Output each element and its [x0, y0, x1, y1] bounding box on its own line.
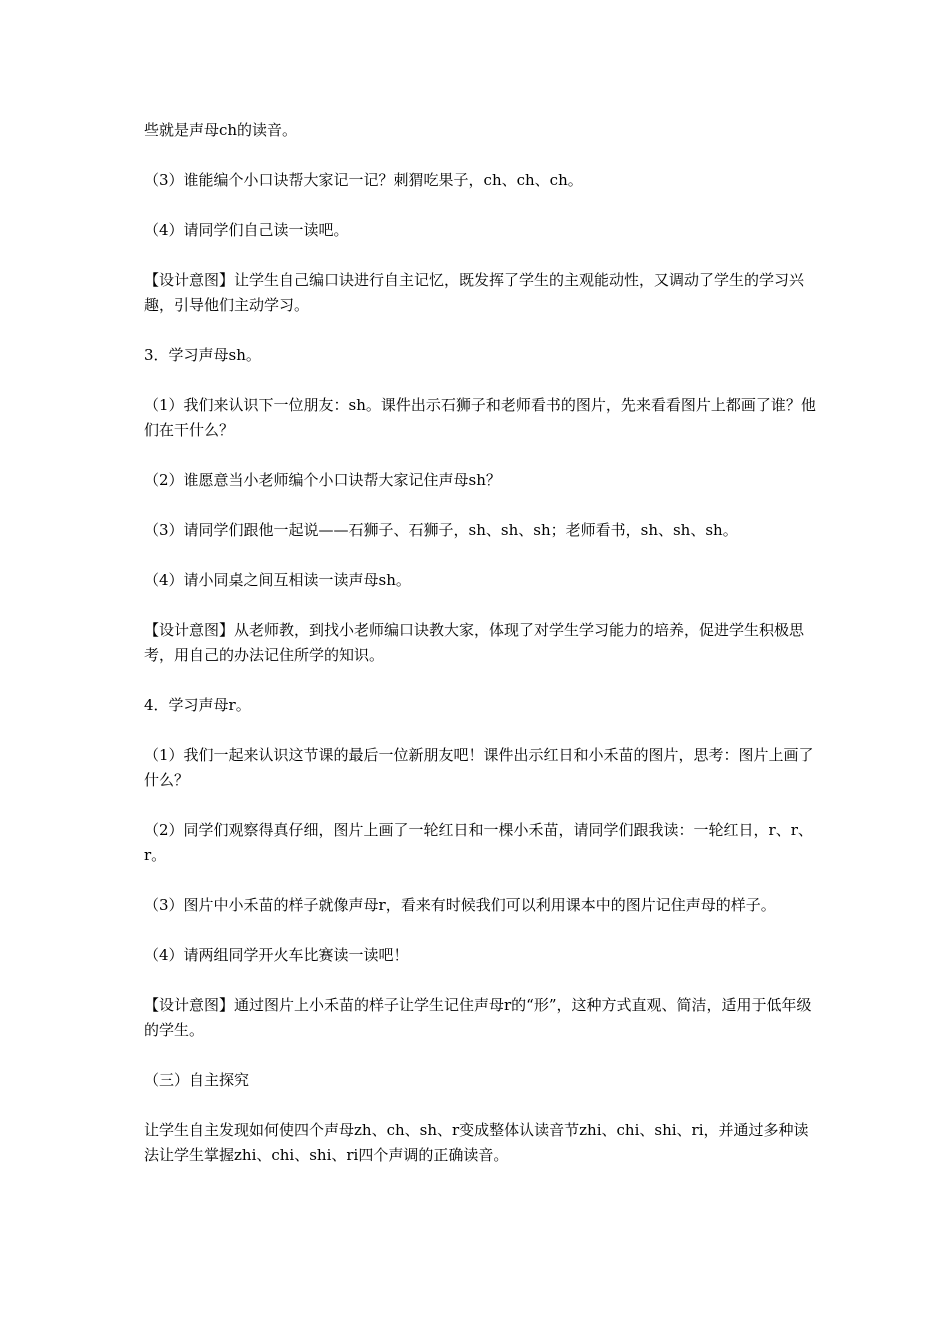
heading-learn-sh: 3．学习声母sh。	[144, 346, 261, 364]
paragraph-ch-reading: 些就是声母ch的读音。	[144, 121, 298, 139]
paragraph-ch-rhyme: （3）谁能编个小口诀帮大家记一记？刺猬吃果子，ch、ch、ch。	[144, 171, 583, 189]
paragraph-sh-chant: （3）请同学们跟他一起说——石狮子、石狮子，sh、sh、sh；老师看书，sh、sh、sh。	[144, 521, 738, 539]
paragraph-r-intro: （1）我们一起来认识这节课的最后一位新朋友吧！课件出示红日和小禾苗的图片，思考：图片上画了什么？	[144, 746, 814, 789]
paragraph-r-chant: （2）同学们观察得真仔细，图片上画了一轮红日和一棵小禾苗，请同学们跟我读：一轮红日，r、r、r。	[144, 821, 813, 864]
paragraph-design-intent-2: 【设计意图】从老师教，到找小老师编口诀教大家，体现了对学生学习能力的培养，促进学生积极思考，用自己的办法记住所学的知识。	[144, 621, 805, 664]
paragraph-sh-intro: （1）我们来认识下一位朋友：sh。课件出示石狮子和老师看书的图片，先来看看图片上都画了谁？他们在干什么？	[144, 396, 816, 439]
paragraph-self-explore: 让学生自主发现如何使四个声母zh、ch、sh、r变成整体认读音节zhi、chi、shi、ri，并通过多种读法让学生掌握zhi、chi、shi、ri四个声调的正确读音。	[144, 1121, 809, 1164]
paragraph-design-intent-1: 【设计意图】让学生自己编口诀进行自主记忆，既发挥了学生的主观能动性，又调动了学生的学习兴趣，引导他们主动学习。	[144, 271, 805, 314]
paragraph-sh-rhyme: （2）谁愿意当小老师编个小口诀帮大家记住声母sh？	[144, 471, 501, 489]
paragraph-design-intent-3: 【设计意图】通过图片上小禾苗的样子让学生记住声母r的“形”，这种方式直观、简洁，适用于低年级的学生。	[144, 996, 812, 1039]
paragraph-sh-pair-read: （4）请小同桌之间互相读一读声母sh。	[144, 571, 411, 589]
paragraph-r-train-read: （4）请两组同学开火车比赛读一读吧！	[144, 946, 409, 964]
heading-self-explore: （三）自主探究	[144, 1071, 250, 1089]
paragraph-r-shape: （3）图片中小禾苗的样子就像声母r，看来有时候我们可以利用课本中的图片记住声母的样子。	[144, 896, 776, 914]
paragraph-ch-read-self: （4）请同学们自己读一读吧。	[144, 221, 349, 239]
document-body	[144, 118, 816, 1193]
heading-learn-r: 4．学习声母r。	[144, 696, 251, 714]
